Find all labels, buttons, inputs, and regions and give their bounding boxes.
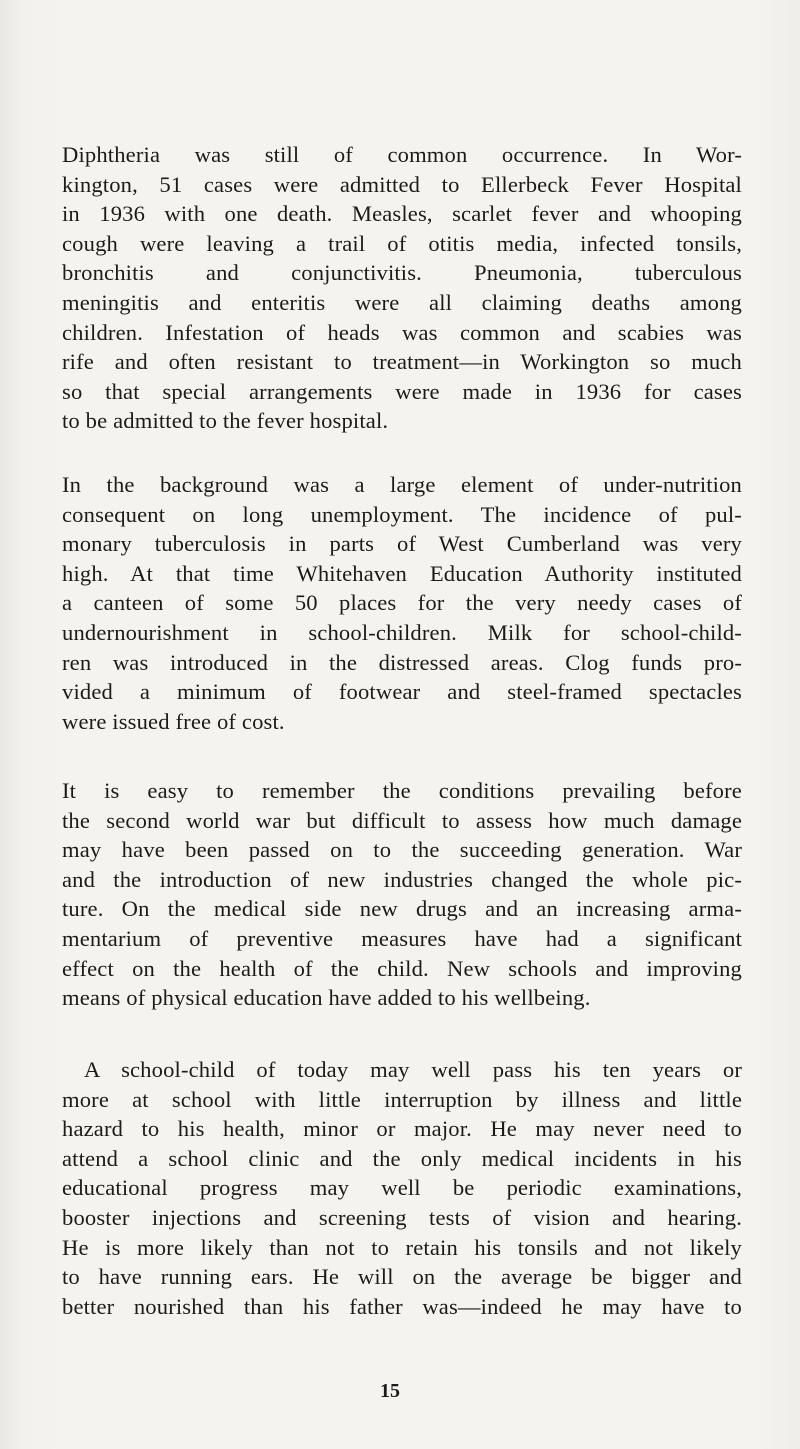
- text-line: consequent on long unemployment. The incidence of pul-: [62, 501, 742, 527]
- text-line: mentarium of preventive measures have had a significant: [62, 925, 742, 951]
- text-line: Diphtheria was still of common occurrence. In Wor-: [62, 142, 742, 167]
- text-line: monary tuberculosis in parts of West Cumberland was very: [62, 531, 742, 557]
- text-line: were issued free of cost.: [62, 708, 285, 734]
- paragraph-under-nutrition: [62, 470, 742, 736]
- text-line: children. Infestation of heads was common and scabies was: [62, 319, 742, 345]
- text-line: meningitis and enteritis were all claiming deaths among: [62, 289, 742, 315]
- text-line: attend a school clinic and the only medical incidents in his: [62, 1145, 742, 1171]
- text-line: better nourished than his father was—indeed he may have to: [62, 1293, 742, 1319]
- text-line: It is easy to remember the conditions prevailing before: [62, 778, 742, 803]
- text-line: ture. On the medical side new drugs and an increasing arma-: [62, 896, 742, 922]
- text-line: vided a minimum of footwear and steel-framed spectacles: [62, 679, 742, 705]
- text-line: hazard to his health, minor or major. He may never need to: [62, 1116, 742, 1142]
- text-line: educational progress may well be periodic examinations,: [62, 1175, 742, 1201]
- paragraph-postwar-conditions: [62, 776, 742, 1013]
- text-line: to be admitted to the fever hospital.: [62, 408, 389, 434]
- text-line: A school-child of today may well pass his ten years or: [84, 1057, 742, 1082]
- text-line: rife and often resistant to treatment—in Workington so much: [62, 349, 742, 375]
- text-line: so that special arrangements were made in 1936 for cases: [62, 378, 742, 404]
- text-line: and the introduction of new industries changed the whole pic-: [62, 866, 742, 892]
- page-number: 15: [380, 1380, 400, 1402]
- text-line: more at school with little interruption by illness and little: [62, 1086, 742, 1112]
- text-line: In the background was a large element of under-nutrition: [62, 472, 742, 497]
- text-line: a canteen of some 50 places for the very needy cases of: [62, 590, 742, 616]
- text-line: may have been passed on to the succeeding generation. War: [62, 837, 742, 863]
- text-line: kington, 51 cases were admitted to Ellerbeck Fever Hospital: [62, 171, 742, 197]
- text-line: the second world war but difficult to assess how much damage: [62, 807, 742, 833]
- text-line: undernourishment in school-children. Milk for school-child-: [62, 619, 742, 645]
- text-line: to have running ears. He will on the average be bigger and: [62, 1264, 742, 1290]
- paragraph-diphtheria: [62, 140, 742, 436]
- text-line: in 1936 with one death. Measles, scarlet fever and whooping: [62, 201, 742, 227]
- text-line: effect on the health of the child. New schools and improving: [62, 955, 742, 981]
- text-line: He is more likely than not to retain his tonsils and not likely: [62, 1234, 742, 1260]
- text-line: ren was introduced in the distressed areas. Clog funds pro-: [62, 649, 742, 675]
- text-line: cough were leaving a trail of otitis media, infected tonsils,: [62, 230, 742, 256]
- paragraph-school-child-today: [62, 1055, 742, 1321]
- text-line: high. At that time Whitehaven Education Authority instituted: [62, 560, 742, 586]
- text-line: bronchitis and conjunctivitis. Pneumonia, tuberculous: [62, 260, 742, 286]
- text-line: means of physical education have added to his wellbeing.: [62, 985, 591, 1011]
- text-line: booster injections and screening tests of vision and hearing.: [62, 1204, 742, 1230]
